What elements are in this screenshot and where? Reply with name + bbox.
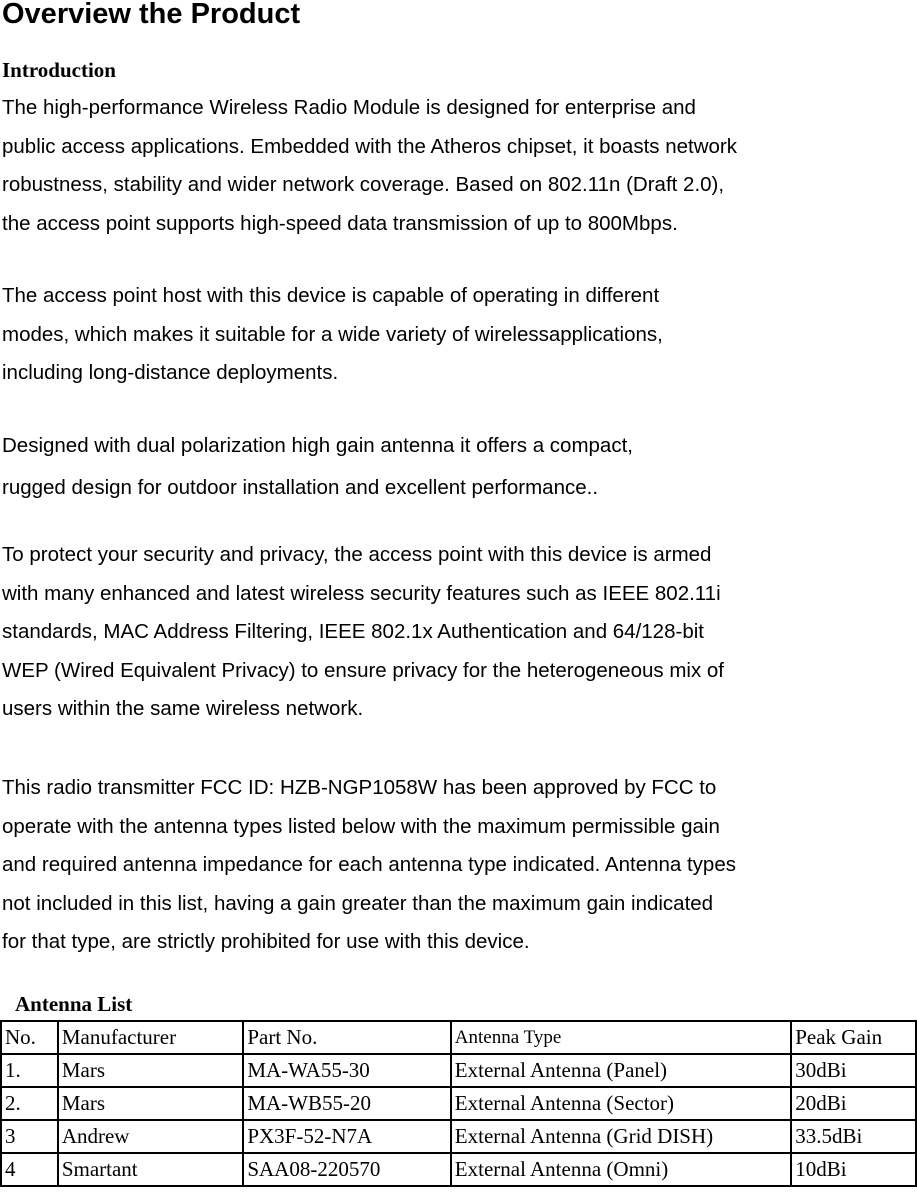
antenna-list-heading: Antenna List xyxy=(15,992,133,1016)
column-header-part-no: Part No. xyxy=(243,1021,450,1054)
cell-manufacturer: Mars xyxy=(58,1087,244,1120)
text-line: and required antenna impedance for each antenna type indicated. Antenna types xyxy=(2,853,736,876)
page-title: Overview the Product xyxy=(2,0,301,30)
cell-no: 1. xyxy=(1,1054,58,1087)
cell-manufacturer: Andrew xyxy=(58,1120,244,1153)
cell-no: 4 xyxy=(1,1153,58,1186)
paragraph-security xyxy=(2,536,912,729)
text-line: To protect your security and privacy, the access point with this device is armed xyxy=(2,543,712,566)
cell-peak-gain: 10dBi xyxy=(791,1153,916,1186)
paragraph-fcc-statement xyxy=(2,769,912,962)
cell-part-no: MA-WA55-30 xyxy=(243,1054,450,1087)
cell-manufacturer: Mars xyxy=(58,1054,244,1087)
paragraph-antenna-design xyxy=(2,425,912,509)
text-line: operate with the antenna types listed below with the maximum permissible gain xyxy=(2,814,720,838)
text-line: users within the same wireless network. xyxy=(2,697,364,720)
introduction-heading: Introduction xyxy=(2,58,116,82)
cell-peak-gain: 20dBi xyxy=(791,1087,916,1120)
cell-antenna-type: External Antenna (Sector) xyxy=(451,1087,791,1120)
text-line: not included in this list, having a gain greater than the maximum gain indicated xyxy=(2,891,714,915)
table-row xyxy=(1,1087,916,1120)
text-line: This radio transmitter FCC ID: HZB-NGP1058W has been approved by FCC to xyxy=(2,776,717,799)
text-line: the access point supports high-speed data transmission of up to 800Mbps. xyxy=(2,211,678,235)
text-line: Designed with dual polarization high gain antenna it offers a compact, xyxy=(2,434,633,457)
cell-antenna-type: External Antenna (Grid DISH) xyxy=(451,1120,791,1153)
text-line: modes, which makes it suitable for a wide variety of wirelessapplications, xyxy=(2,322,663,346)
text-line: robustness, stability and wider network coverage. Based on 802.11n (Draft 2.0), xyxy=(2,173,725,196)
text-line: The high-performance Wireless Radio Module is designed for enterprise and xyxy=(2,96,696,119)
column-header-manufacturer: Manufacturer xyxy=(58,1021,244,1054)
cell-peak-gain: 30dBi xyxy=(791,1054,916,1087)
column-header-peak-gain: Peak Gain xyxy=(791,1021,916,1054)
paragraph-overview xyxy=(2,89,912,243)
table-row xyxy=(1,1153,916,1186)
paragraph-operating-modes xyxy=(2,277,912,393)
cell-antenna-type: External Antenna (Omni) xyxy=(451,1153,791,1186)
cell-antenna-type: External Antenna (Panel) xyxy=(451,1054,791,1087)
text-line: standards, MAC Address Filtering, IEEE 802.1x Authentication and 64/128-bit xyxy=(2,620,704,643)
text-line: for that type, are strictly prohibited for use with this device. xyxy=(2,930,530,953)
table-header-row xyxy=(1,1021,916,1054)
cell-part-no: SAA08-220570 xyxy=(243,1153,450,1186)
table-row xyxy=(1,1054,916,1087)
column-header-antenna-type: Antenna Type xyxy=(451,1021,791,1054)
text-line: with many enhanced and latest wireless security features such as IEEE 802.11i xyxy=(2,581,721,605)
cell-manufacturer: Smartant xyxy=(58,1153,244,1186)
cell-peak-gain: 33.5dBi xyxy=(791,1120,916,1153)
cell-part-no: MA-WB55-20 xyxy=(243,1087,450,1120)
cell-no: 2. xyxy=(1,1087,58,1120)
cell-no: 3 xyxy=(1,1120,58,1153)
text-line: WEP (Wired Equivalent Privacy) to ensure privacy for the heterogeneous mix of xyxy=(2,658,724,682)
text-line: rugged design for outdoor installation and excellent performance.. xyxy=(2,476,599,499)
table-row xyxy=(1,1120,916,1153)
cell-part-no: PX3F-52-N7A xyxy=(243,1120,450,1153)
text-line: public access applications. Embedded with the Atheros chipset, it boasts network xyxy=(2,134,737,158)
text-line: including long-distance deployments. xyxy=(2,361,339,384)
antenna-list-table xyxy=(0,1020,917,1187)
text-line: The access point host with this device is capable of operating in different xyxy=(2,284,660,307)
column-header-no: No. xyxy=(1,1021,58,1054)
